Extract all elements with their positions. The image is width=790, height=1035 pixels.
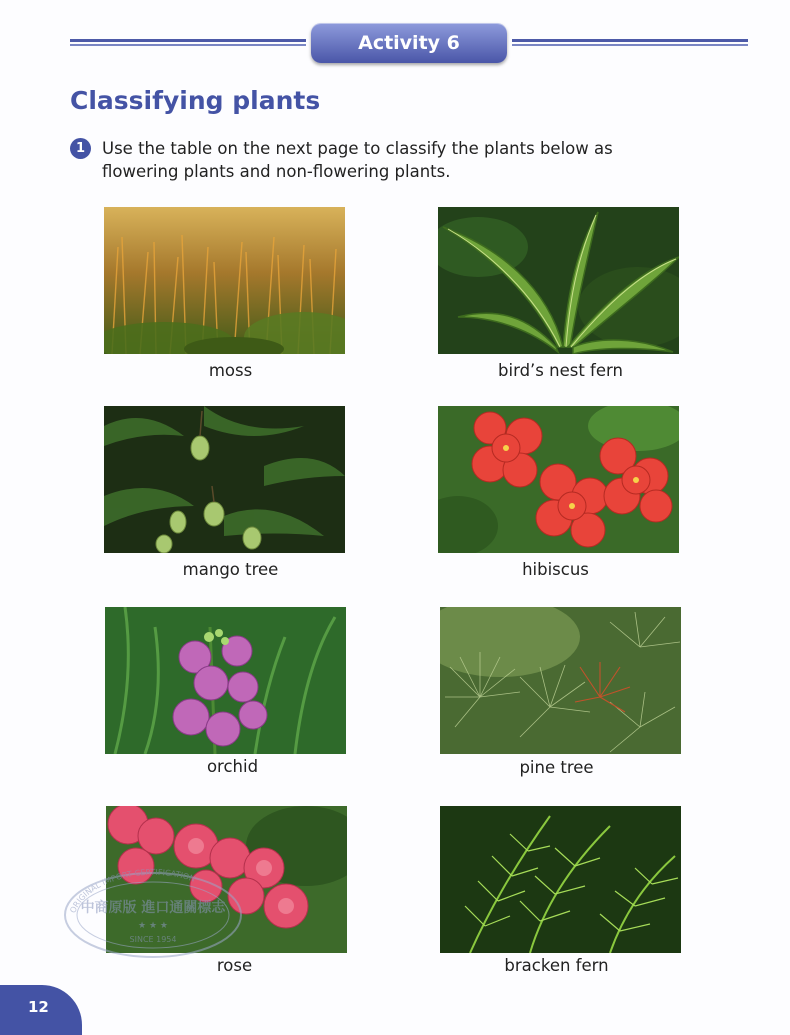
stamp-arc-text: ORIGINAL IMPORT CERTIFICATION [68,867,197,915]
caption-mango-tree: mango tree [182,560,279,579]
caption-orchid: orchid [206,757,259,776]
caption-hibiscus: hibiscus [522,560,589,579]
caption-bracken-fern: bracken fern [504,956,609,975]
photo-hibiscus [438,406,679,553]
caption-rose: rose [216,956,253,975]
photo-pine-tree [440,607,681,754]
photo-mango-tree [104,406,345,553]
photo-rose [106,806,347,953]
photo-orchid [105,607,346,754]
photo-bracken-fern [440,806,681,953]
photo-moss [104,207,345,354]
question-number-badge: 1 [70,138,91,159]
stamp-chinese-text: 中商原版 進口通關標志 [80,900,226,916]
activity-banner-label: Activity 6 [358,32,460,54]
caption-pine-tree: pine tree [519,758,594,777]
caption-moss: moss [208,361,253,380]
instruction-text: Use the table on the next page to classify the plants below as flowering plants and non-flowering plants. [102,139,613,181]
header-rule-left [70,39,306,48]
caption-birds-nest-fern: bird’s nest fern [498,361,623,380]
header-rule-right [512,39,748,48]
photo-birds-nest-fern [438,207,679,354]
page-number: 12 [28,998,49,1016]
stamp-stars: ★ ★ ★ [138,921,168,931]
stamp-since-text: SINCE 1954 [129,935,177,944]
page-title: Classifying plants [70,86,321,115]
activity-banner [311,23,507,63]
